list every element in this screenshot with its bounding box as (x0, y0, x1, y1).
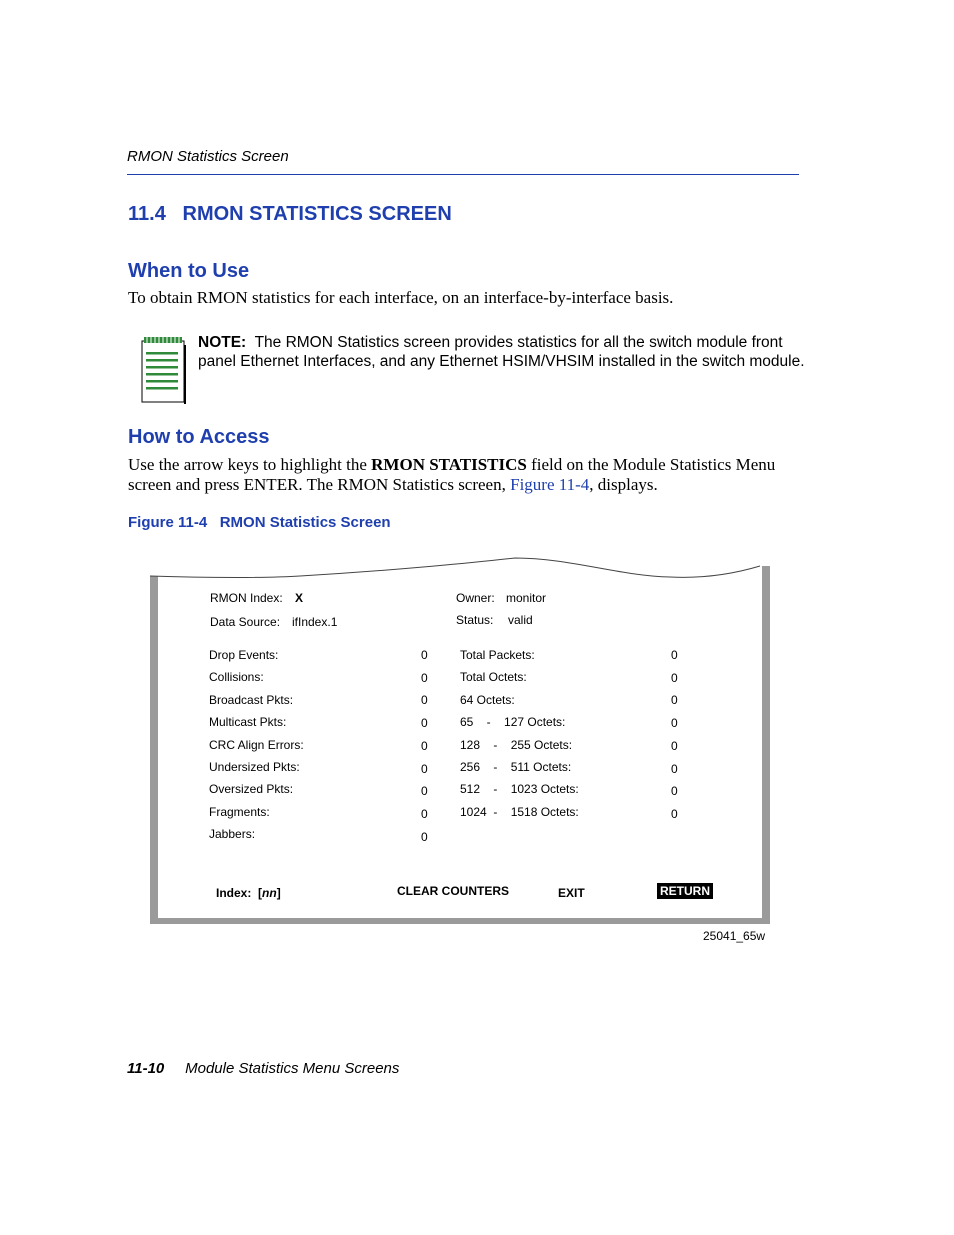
stat-value: 0 (421, 693, 428, 707)
exit-command[interactable]: EXIT (558, 886, 585, 900)
stat-value: 0 (421, 648, 428, 662)
note-text (198, 333, 808, 371)
section-title (128, 203, 452, 226)
stat-label: 65 - 127 Octets: (460, 715, 566, 729)
data-source-value: ifIndex.1 (292, 615, 338, 629)
page-number: 11-10 (127, 1060, 165, 1077)
stat-value: 0 (671, 693, 678, 707)
index-command-label: Index: [ (216, 886, 263, 900)
stat-value: 0 (671, 762, 678, 776)
stat-label: CRC Align Errors: (209, 738, 304, 752)
stat-value: 0 (421, 716, 428, 730)
index-command-close: ] (276, 886, 281, 900)
page-footer (127, 1060, 399, 1077)
status-value: valid (508, 613, 533, 627)
how-to-access-body (128, 455, 808, 495)
stat-label: 512 - 1023 Octets: (460, 782, 579, 796)
stat-value: 0 (421, 762, 428, 776)
stat-label: Collisions: (209, 670, 264, 684)
stat-value: 0 (421, 671, 428, 685)
when-to-use-body: To obtain RMON statistics for each interface, on an interface-by-interface basis. (128, 288, 674, 307)
stat-label: 64 Octets: (460, 693, 515, 707)
stat-label: Multicast Pkts: (209, 715, 287, 729)
stat-label: Drop Events: (209, 648, 279, 662)
rmon-index-label: RMON Index: (210, 591, 283, 605)
stat-value: 0 (671, 716, 678, 730)
notepad-icon (140, 336, 186, 404)
running-header: RMON Statistics Screen (127, 148, 289, 165)
stat-label: 256 - 511 Octets: (460, 760, 572, 774)
owner-value: monitor (506, 591, 547, 605)
access-text-4: , displays. (589, 475, 658, 494)
note-line-1: The RMON Statistics screen provides statistics for all the switch module front (254, 334, 783, 351)
how-to-access-heading: How to Access (128, 426, 270, 448)
stat-label: 128 - 255 Octets: (460, 738, 573, 752)
stat-value: 0 (671, 648, 678, 662)
owner-label: Owner: (456, 591, 495, 605)
index-command-variable: nn (262, 886, 277, 900)
data-source-label: Data Source: (210, 615, 281, 629)
status-label: Status: (456, 613, 494, 627)
stat-label: Fragments: (209, 805, 270, 819)
rmon-statistics-screen-figure (150, 552, 770, 924)
chapter-title: Module Statistics Menu Screens (185, 1060, 400, 1077)
stat-label: Jabbers: (209, 827, 256, 841)
stat-value: 0 (671, 671, 678, 685)
stat-label: Oversized Pkts: (209, 782, 294, 796)
return-command[interactable]: RETURN (657, 883, 713, 899)
stat-value: 0 (671, 739, 678, 753)
stat-value: 0 (421, 807, 428, 821)
when-to-use-heading: When to Use (128, 260, 250, 282)
note-line-2: panel Ethernet Interfaces, and any Ethernet HSIM/VHSIM installed in the switch module. (198, 353, 805, 370)
access-text-2: field on the Module Statistics Menu (526, 455, 776, 474)
stat-label: Broadcast Pkts: (209, 693, 294, 707)
rmon-statistics-field-name: RMON STATISTICS (371, 455, 527, 474)
section-number: 11.4 (128, 203, 166, 225)
figure-id: 25041_65w (703, 929, 766, 943)
rmon-index-value[interactable]: X (295, 591, 304, 605)
access-text-3: screen and press ENTER. The RMON Statistics screen, (128, 475, 511, 494)
stat-value: 0 (421, 739, 428, 753)
clear-counters-command[interactable]: CLEAR COUNTERS (397, 884, 510, 898)
stat-value: 0 (421, 784, 428, 798)
stat-label: Total Packets: (460, 648, 535, 662)
header-rule (127, 174, 799, 175)
stat-label: 1024 - 1518 Octets: (460, 805, 579, 819)
stat-value: 0 (421, 830, 428, 844)
index-command[interactable] (216, 886, 281, 900)
figure-caption: Figure 11-4 RMON Statistics Screen (128, 514, 391, 531)
stat-label: Total Octets: (460, 670, 527, 684)
section-name: RMON STATISTICS SCREEN (182, 203, 452, 225)
figure-link[interactable]: Figure 11-4 (510, 475, 590, 494)
access-text-1: Use the arrow keys to highlight the (128, 455, 372, 474)
stat-label: Undersized Pkts: (209, 760, 300, 774)
stat-value: 0 (671, 807, 678, 821)
note-label: NOTE: (198, 334, 247, 351)
stat-value: 0 (671, 784, 678, 798)
